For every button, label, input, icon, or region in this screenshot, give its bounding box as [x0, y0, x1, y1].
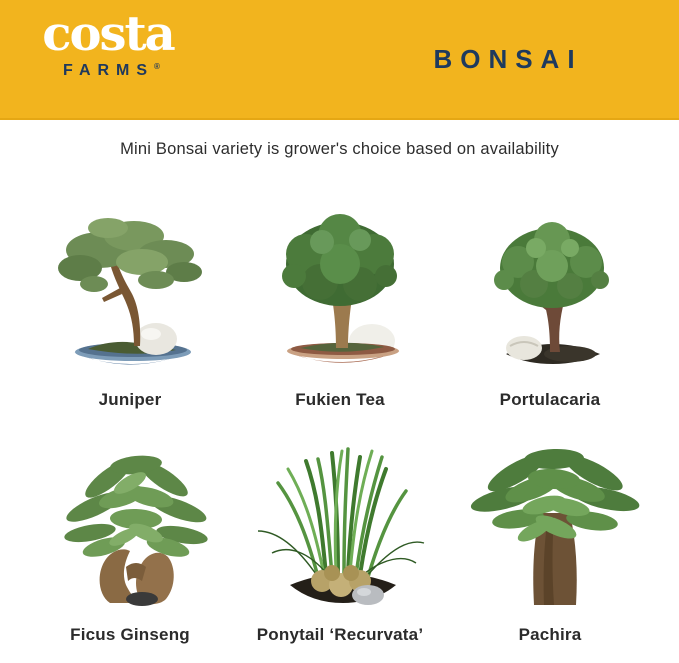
plant-label: Pachira — [518, 625, 582, 644]
plant-label: Fukien Tea — [295, 390, 385, 409]
brand-name: costa — [42, 6, 174, 62]
brand-subname-text: FARMS — [63, 62, 155, 79]
fukien-tea-bonsai-image — [248, 206, 433, 376]
plant-label: Ponytail ‘Recurvata’ — [256, 625, 424, 644]
plant-label: Portulacaria — [499, 390, 601, 409]
trademark-symbol: ® — [154, 62, 160, 71]
header-band — [0, 0, 679, 120]
plant-label: Juniper — [98, 390, 162, 409]
plant-cell-portulacaria — [445, 192, 655, 410]
plant-cell-juniper — [25, 192, 235, 410]
availability-note: Mini Bonsai variety is grower's choice based on availability — [120, 140, 559, 158]
ficus-ginseng-bonsai-image — [38, 435, 223, 613]
plant-cell-fukien-tea — [235, 192, 445, 410]
plant-cell-pachira — [445, 410, 655, 645]
pachira-bonsai-image — [458, 435, 643, 613]
costa-farms-logo — [33, 8, 183, 80]
plant-cell-ficus-ginseng — [25, 410, 235, 645]
page-title: BONSAI — [433, 44, 583, 74]
plant-cell-ponytail-recurvata — [235, 410, 445, 645]
ponytail-recurvata-image — [248, 435, 433, 613]
portulacaria-bonsai-image — [458, 206, 643, 376]
plant-grid — [25, 192, 655, 662]
plant-label: Ficus Ginseng — [70, 625, 190, 644]
juniper-bonsai-image — [38, 206, 223, 376]
brand-subname — [33, 62, 183, 80]
